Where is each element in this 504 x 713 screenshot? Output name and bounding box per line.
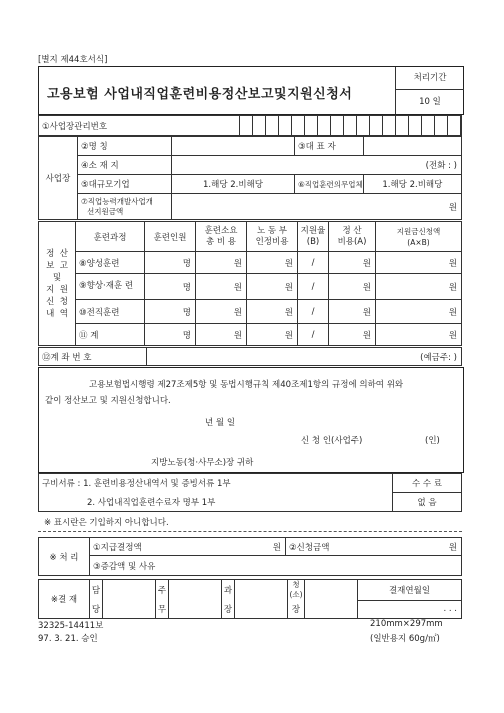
fee-label: 수 수 료 — [393, 474, 462, 493]
col-header-apply — [376, 222, 462, 252]
row-course-name: ⑪ 계 — [76, 324, 145, 346]
row-cost[interactable]: 원 — [196, 252, 247, 274]
approval-label: ※결 재 — [39, 580, 90, 619]
statement-box — [38, 367, 464, 473]
row-course-name: ⑨향상·재훈 련 — [76, 274, 145, 300]
processing-table — [38, 537, 462, 576]
col-header-settle — [329, 222, 376, 252]
section-char: 정 — [46, 248, 55, 259]
director-line2: (소) — [289, 590, 303, 599]
col-header-apply-line2: (A×B) — [407, 237, 430, 247]
approval-head-label: 과 — [222, 580, 235, 601]
row-cost[interactable]: 원 — [196, 300, 247, 324]
form-header — [38, 66, 464, 115]
mgmt-no-cell[interactable] — [265, 116, 278, 136]
row-course-name: ⑩전직훈련 — [76, 300, 145, 324]
approval-staff-sign[interactable] — [103, 580, 156, 619]
addressee: 지방노동(청·사무소)장 귀하 — [151, 458, 254, 468]
mgmt-no-label: ①사업장관리번호 — [39, 116, 240, 136]
mgmt-no-cell[interactable] — [343, 116, 356, 136]
approval-table — [38, 579, 462, 619]
row-people[interactable]: 명 — [145, 300, 196, 324]
mgmt-no-cell[interactable] — [252, 116, 265, 136]
row-people[interactable]: 명 — [145, 252, 196, 274]
row-apply[interactable]: 원 — [376, 300, 462, 324]
note-text: ※ 표시란은 기입하지 아니합니다. — [44, 518, 169, 528]
approval-head-label-2: 장 — [222, 600, 235, 618]
table-row — [39, 274, 462, 300]
row-rate[interactable]: / — [298, 324, 329, 346]
row-apply[interactable]: 원 — [376, 324, 462, 346]
col-header-rate-line2: (B) — [306, 236, 320, 247]
account-label: ⑫계 좌 번 호 — [39, 348, 147, 366]
docs-table — [38, 473, 462, 512]
mgmt-no-cell[interactable] — [239, 116, 252, 136]
section-char: 원 — [59, 284, 68, 295]
row-rate[interactable]: / — [298, 252, 329, 274]
mgmt-no-cell[interactable] — [317, 116, 330, 136]
row-labor[interactable]: 원 — [247, 324, 298, 346]
proc-change-field[interactable]: ③증감액 및 사유 — [90, 556, 462, 576]
approval-date-field[interactable]: . . . — [358, 600, 462, 618]
fund-label-line2: 선지원금액 — [87, 206, 124, 216]
row-settle[interactable]: 원 — [329, 300, 376, 324]
row-settle[interactable]: 원 — [329, 252, 376, 274]
row-apply[interactable]: 원 — [376, 274, 462, 300]
settlement-section-label — [39, 222, 76, 346]
processing-period-label: 처리기간 — [396, 67, 464, 90]
col-header-cost-line2: 총 비 용 — [205, 236, 237, 247]
docs-line1: 구비서류 : 1. 훈련비용정산내역서 및 증빙서류 1부 — [39, 474, 393, 493]
account-field[interactable]: (예금주: ) — [147, 348, 462, 366]
fund-label — [78, 194, 172, 220]
section-char: 역 — [59, 308, 68, 319]
paper-spec: (일반용지 60g/㎡) — [370, 634, 440, 644]
docs-line2: 2. 사업내직업훈련수료자 명부 1부 — [39, 493, 393, 512]
workplace-table — [38, 115, 462, 136]
col-header-course: 훈련과정 — [76, 222, 145, 252]
proc-amount-label: ①지급결정액 — [90, 538, 184, 556]
mgmt-no-cell[interactable] — [382, 116, 395, 136]
approval-staff-label: 담 — [90, 580, 103, 601]
col-header-labor-line2: 인정비용 — [255, 236, 289, 247]
col-header-settle-line2: 비용(A) — [337, 236, 367, 247]
form-title: 고용보험 사업내직업훈련비용정산보고및지원신청서 — [47, 87, 353, 102]
row-course-name: ⑧양성훈련 — [76, 252, 145, 274]
approval-chief-sign[interactable] — [169, 580, 222, 619]
mgmt-no-cell[interactable] — [395, 116, 408, 136]
row-apply[interactable]: 원 — [376, 252, 462, 274]
table-row — [39, 324, 462, 346]
approval-director-label — [288, 580, 305, 601]
workplace-section-label: 사업장 — [39, 137, 78, 220]
statement-line2: 같이 정산보고 및 지원신청합니다. — [45, 396, 171, 406]
section-char: 내 — [46, 308, 55, 319]
phone-field[interactable]: (전화 : ) — [172, 156, 462, 175]
mgmt-no-cell[interactable] — [408, 116, 421, 136]
proc-request-label: ②신청금액 — [286, 538, 362, 556]
col-header-labor — [247, 222, 298, 252]
account-table — [38, 347, 462, 366]
row-cost[interactable]: 원 — [196, 324, 247, 346]
training-duty-label: ⑥직업훈련의무업체 — [295, 175, 364, 194]
large-company-options[interactable]: 1.해당 2.비해당 — [172, 175, 295, 194]
row-labor[interactable]: 원 — [247, 252, 298, 274]
section-char: 및 — [52, 272, 62, 283]
approval-director-sign[interactable] — [305, 580, 358, 619]
col-header-labor-line1: 노 동 부 — [256, 225, 288, 236]
settlement-table — [38, 221, 462, 346]
section-char: 청 — [59, 296, 68, 307]
row-people[interactable]: 명 — [145, 274, 196, 300]
rep-field[interactable] — [363, 137, 461, 156]
mgmt-no-cell[interactable] — [369, 116, 382, 136]
section-char: 보 — [46, 260, 55, 271]
date-line[interactable]: 년 월 일 — [205, 418, 236, 428]
col-header-rate — [298, 222, 329, 252]
mgmt-no-cell[interactable] — [330, 116, 343, 136]
table-row — [39, 300, 462, 324]
section-char: 산 — [59, 248, 68, 259]
form-label: [별지 제44호서식] — [38, 55, 108, 65]
note-row — [38, 515, 462, 532]
approval-date-label: 결재연월일 — [358, 580, 462, 601]
fund-amount-field[interactable]: 원 — [172, 194, 462, 220]
section-char: 신 — [46, 296, 55, 307]
approval-chief-label: 주 — [156, 580, 169, 601]
row-labor[interactable]: 원 — [247, 300, 298, 324]
training-duty-options[interactable]: 1.해당 2.비해당 — [363, 175, 461, 194]
approval-director-label-2: 장 — [288, 600, 305, 618]
approval-date-footer: 97. 3. 21. 승인 — [38, 634, 98, 644]
table-row — [39, 252, 462, 274]
mgmt-no-cell[interactable] — [434, 116, 447, 136]
rep-label: ③대 표 자 — [295, 137, 364, 156]
row-labor[interactable]: 원 — [247, 274, 298, 300]
processing-period-value: 10 일 — [419, 97, 441, 107]
mgmt-no-cell[interactable] — [278, 116, 291, 136]
col-header-cost — [196, 222, 247, 252]
name-field[interactable] — [172, 137, 295, 156]
paper-size: 210mm×297mm — [370, 619, 443, 629]
processing-section-label: ※ 처 리 — [39, 538, 90, 576]
mgmt-no-cell[interactable] — [304, 116, 317, 136]
row-settle[interactable]: 원 — [329, 324, 376, 346]
approval-head-sign[interactable] — [235, 580, 288, 619]
row-cost[interactable]: 원 — [196, 274, 247, 300]
proc-amount-field[interactable]: 원 — [183, 538, 286, 556]
workplace-info-table — [38, 136, 462, 220]
approval-staff-label-2: 당 — [90, 600, 103, 618]
mgmt-no-cell[interactable] — [291, 116, 304, 136]
row-people[interactable]: 명 — [145, 324, 196, 346]
mgmt-no-cell[interactable] — [447, 116, 460, 136]
fee-value: 없 음 — [393, 493, 462, 512]
mgmt-no-cell[interactable] — [356, 116, 369, 136]
fund-label-line1: ⑦직업능력개발사업개 — [81, 196, 153, 206]
row-rate[interactable]: / — [298, 274, 329, 300]
section-char: 지 — [46, 284, 55, 295]
section-char: 고 — [59, 260, 68, 271]
mgmt-no-cell[interactable] — [421, 116, 434, 136]
col-header-apply-line1: 지원금신청액 — [396, 226, 441, 236]
seal-label: (인) — [425, 436, 440, 446]
approval-chief-label-2: 무 — [156, 600, 169, 618]
director-line1: 청 — [292, 580, 300, 589]
proc-request-field[interactable]: 원 — [361, 538, 462, 556]
form-code: 32325-14411보 — [38, 621, 104, 631]
col-header-settle-line1: 정 산 — [342, 225, 362, 236]
applicant-label: 신 청 인(사업주) — [301, 436, 363, 446]
row-settle[interactable]: 원 — [329, 274, 376, 300]
name-label: ②명 칭 — [78, 137, 172, 156]
row-rate[interactable]: / — [298, 300, 329, 324]
address-label: ④소 재 지 — [78, 156, 172, 175]
col-header-cost-line1: 훈련소요 — [204, 225, 238, 236]
large-company-label: ⑤대규모기업 — [78, 175, 172, 194]
statement-line1: 고용보험법시행령 제27조제5항 및 동법시행규칙 제40조제1항의 규정에 의하여 위와 — [89, 380, 404, 390]
processing-period-box — [395, 67, 464, 114]
col-header-rate-line1: 지원율 — [300, 225, 326, 236]
col-header-people: 훈련인원 — [145, 222, 196, 252]
mgmt-no-cell[interactable] — [460, 116, 462, 136]
